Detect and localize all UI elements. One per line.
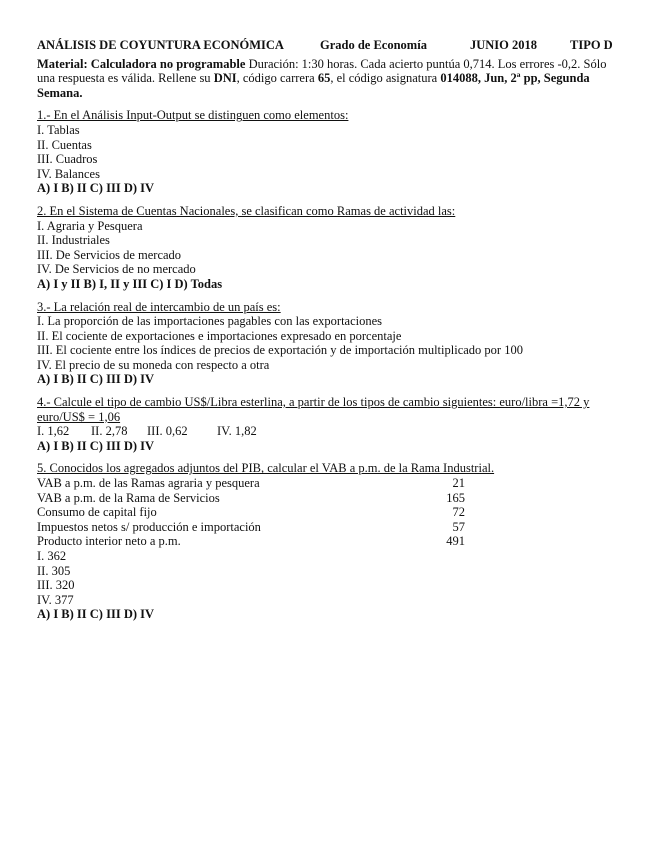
row-value: 57 <box>452 519 465 534</box>
option-4: IV. Balances <box>37 166 100 181</box>
row-value: 491 <box>446 534 465 549</box>
instructions-text-3: , el código asignatura <box>330 71 438 86</box>
row-label: VAB a p.m. de la Rama de Servicios <box>37 490 220 505</box>
instructions-text-2: , código carrera <box>236 71 315 86</box>
answer-choices: A) I B) II C) III D) IV <box>37 607 155 622</box>
option-3: III. 320 <box>37 578 75 593</box>
material-label: Material: Calculadora no programable <box>37 56 246 71</box>
question-title: 1.- En el Análisis Input-Output se distinguen como elementos: <box>37 108 349 123</box>
option-1: I. 1,62 <box>37 424 70 439</box>
table-row <box>37 534 622 549</box>
exam-type: TIPO D <box>570 38 613 52</box>
exam-date: JUNIO 2018 <box>470 38 538 52</box>
option-2: II. Cuentas <box>37 137 92 152</box>
option-1: I. La proporción de las importaciones pagables con las exportaciones <box>37 314 383 329</box>
question-title: 2. En el Sistema de Cuentas Nacionales, se clasifican como Ramas de actividad las: <box>37 203 456 218</box>
table-row <box>37 491 622 506</box>
row-label: VAB a p.m. de las Ramas agraria y pesquera <box>37 476 260 491</box>
row-value: 21 <box>452 476 465 491</box>
option-2: II. El cociente de exportaciones e importaciones expresado en porcentaje <box>37 328 402 343</box>
table-row <box>37 476 622 491</box>
instructions-closing: 014088, Jun, 2ª pp, Segunda Semana. <box>37 71 590 100</box>
option-3: III. De Servicios de mercado <box>37 247 182 262</box>
row-value: 165 <box>446 490 465 505</box>
answer-choices: A) I y II B) I, II y III C) I D) Todas <box>37 276 223 291</box>
table-row <box>37 520 622 535</box>
question-1 <box>37 108 622 196</box>
option-3: III. El cociente entre los índices de precios de exportación y de importación multiplicado por 100 <box>37 343 523 358</box>
option-3: III. Cuadros <box>37 152 98 167</box>
question-title: 5. Conocidos los agregados adjuntos del PIB, calcular el VAB a p.m. de la Rama Industrial. <box>37 461 495 476</box>
exam-page <box>37 38 622 630</box>
question-title: 3.- La relación real de intercambio de un país es: <box>37 299 281 314</box>
row-label: Consumo de capital fijo <box>37 505 157 520</box>
option-1: I. 362 <box>37 549 67 563</box>
option-1: I. Tablas <box>37 122 80 137</box>
option-2: II. Industriales <box>37 233 110 248</box>
question-2 <box>37 204 622 292</box>
option-4: IV. El precio de su moneda con respecto a otra <box>37 357 270 372</box>
option-4: IV. 377 <box>37 592 74 607</box>
exam-header <box>37 38 622 53</box>
career-code: 65 <box>317 71 331 86</box>
answer-choices: A) I B) II C) III D) IV <box>37 372 155 387</box>
row-label: Impuestos netos s/ producción e importación <box>37 519 261 534</box>
row-label: Producto interior neto a p.m. <box>37 534 181 549</box>
row-value: 72 <box>452 505 465 520</box>
option-4: IV. 1,82 <box>217 424 257 439</box>
dni-label: DNI <box>213 71 237 86</box>
question-title: 4.- Calcule el tipo de cambio US$/Libra esterlina, a partir de los tipos de cambio siguientes: euro/libra =1,72 y euro/US$ = 1,06 <box>37 395 590 424</box>
question-5 <box>37 461 622 622</box>
options-row <box>37 424 622 439</box>
option-1: I. Agraria y Pesquera <box>37 218 143 233</box>
table-row <box>37 505 622 520</box>
option-3: III. 0,62 <box>147 424 188 439</box>
instructions <box>37 57 622 101</box>
option-2: II. 305 <box>37 563 71 578</box>
question-4 <box>37 395 622 453</box>
aggregates-table <box>37 476 622 549</box>
question-3 <box>37 300 622 388</box>
option-2: II. 2,78 <box>91 424 128 439</box>
degree-name: Grado de Economía <box>320 38 427 52</box>
answer-choices: A) I B) II C) III D) IV <box>37 438 155 453</box>
option-4: IV. De Servicios de no mercado <box>37 262 196 277</box>
instructions-text-1: Duración: 1:30 horas. Cada acierto puntúa 0,714. Los errores -0,2. Sólo una respuesta es válida. Rellene su <box>37 56 607 86</box>
course-title: ANÁLISIS DE COYUNTURA ECONÓMICA <box>37 38 284 52</box>
answer-choices: A) I B) II C) III D) IV <box>37 181 155 196</box>
